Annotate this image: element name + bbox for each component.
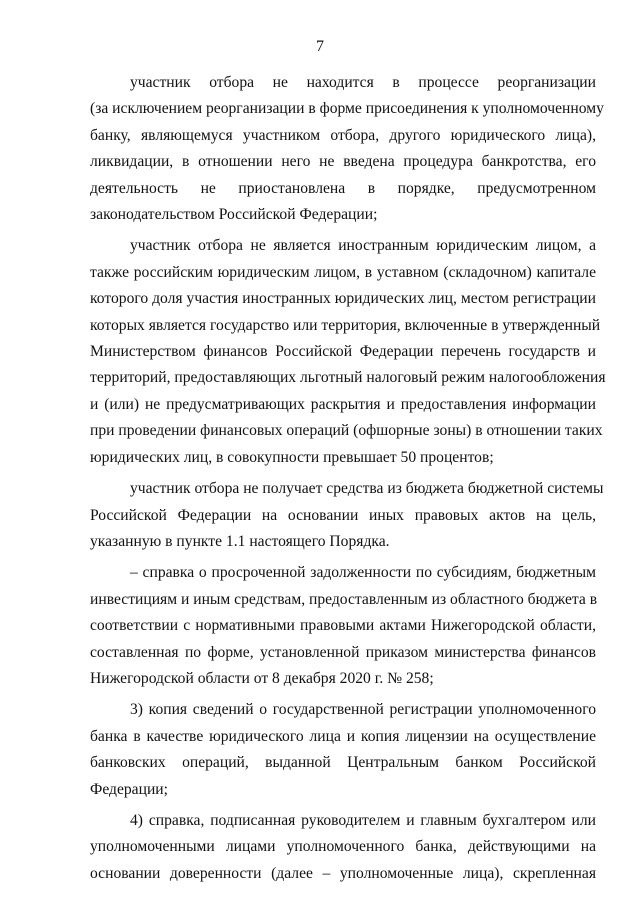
text-line: (за исключением реорганизации в форме присоединения к уполномоченному bbox=[90, 100, 604, 118]
text-line: и (или) не предусматривающих раскрытия и предоставления информации bbox=[90, 395, 596, 413]
text-line: указанную в пункте 1.1 настоящего Порядка. bbox=[90, 532, 390, 550]
text-line: законодательством Российской Федерации; bbox=[90, 206, 378, 224]
text-line: юридических лиц, в совокупности превышает 50 процентов; bbox=[90, 448, 494, 466]
text-line: ликвидации, в отношении него не введена процедура банкротства, его bbox=[90, 153, 596, 171]
text-line: участник отбора не находится в процессе реорганизации bbox=[130, 74, 596, 91]
text-line: участник отбора не является иностранным юридическим лицом, а bbox=[130, 237, 596, 255]
text-line: Нижегородской области от 8 декабря 2020 г. № 258; bbox=[90, 669, 434, 687]
text-line: – справка о просроченной задолженности по субсидиям, бюджетным bbox=[130, 564, 596, 582]
text-line: составленная по форме, установленной приказом министерства финансов bbox=[90, 643, 596, 661]
text-line: банку, являющемуся участником отбора, другого юридического лица), bbox=[90, 126, 596, 144]
text-line: уполномоченными лицами уполномоченного банка, действующими на bbox=[90, 838, 596, 856]
text-line: участник отбора не получает средства из бюджета бюджетной системы bbox=[130, 480, 604, 498]
text-line: соответствии с нормативными правовыми актами Нижегородской области, bbox=[90, 617, 596, 635]
text-line: 4) справка, подписанная руководителем и главным бухгалтером или bbox=[130, 811, 596, 829]
text-line: которых является государство или территория, включенные в утвержденный bbox=[90, 316, 601, 334]
text-line: Министерством финансов Российской Федерации перечень государств и bbox=[90, 343, 596, 361]
text-line: которого доля участия иностранных юридических лиц, местом регистрации bbox=[90, 290, 596, 308]
text-line: территорий, предоставляющих льготный налоговый режим налогообложения bbox=[90, 369, 606, 387]
text-line: Российской Федерации на основании иных правовых актов на цель, bbox=[90, 506, 596, 524]
text-line: также российским юридическим лицом, в уставном (складочном) капитале bbox=[90, 263, 596, 281]
text-line: основании доверенности (далее – уполномоченные лица), скрепленная bbox=[90, 864, 596, 882]
text-line: Федерации; bbox=[90, 780, 168, 798]
text-line: банковских операций, выданной Центральным банком Российской bbox=[90, 754, 596, 772]
page-number: 7 bbox=[316, 38, 324, 55]
text-line: инвестициям и иным средствам, предоставленным из областного бюджета в bbox=[90, 590, 598, 608]
text-line: деятельность не приостановлена в порядке, предусмотренном bbox=[90, 179, 596, 197]
text-line: 3) копия сведений о государственной регистрации уполномоченного bbox=[130, 701, 596, 719]
text-line: банка в качестве юридического лица и копия лицензии на осуществление bbox=[90, 727, 596, 745]
text-line: при проведении финансовых операций (офшорные зоны) в отношении таких bbox=[90, 422, 603, 440]
body-text bbox=[90, 70, 606, 887]
